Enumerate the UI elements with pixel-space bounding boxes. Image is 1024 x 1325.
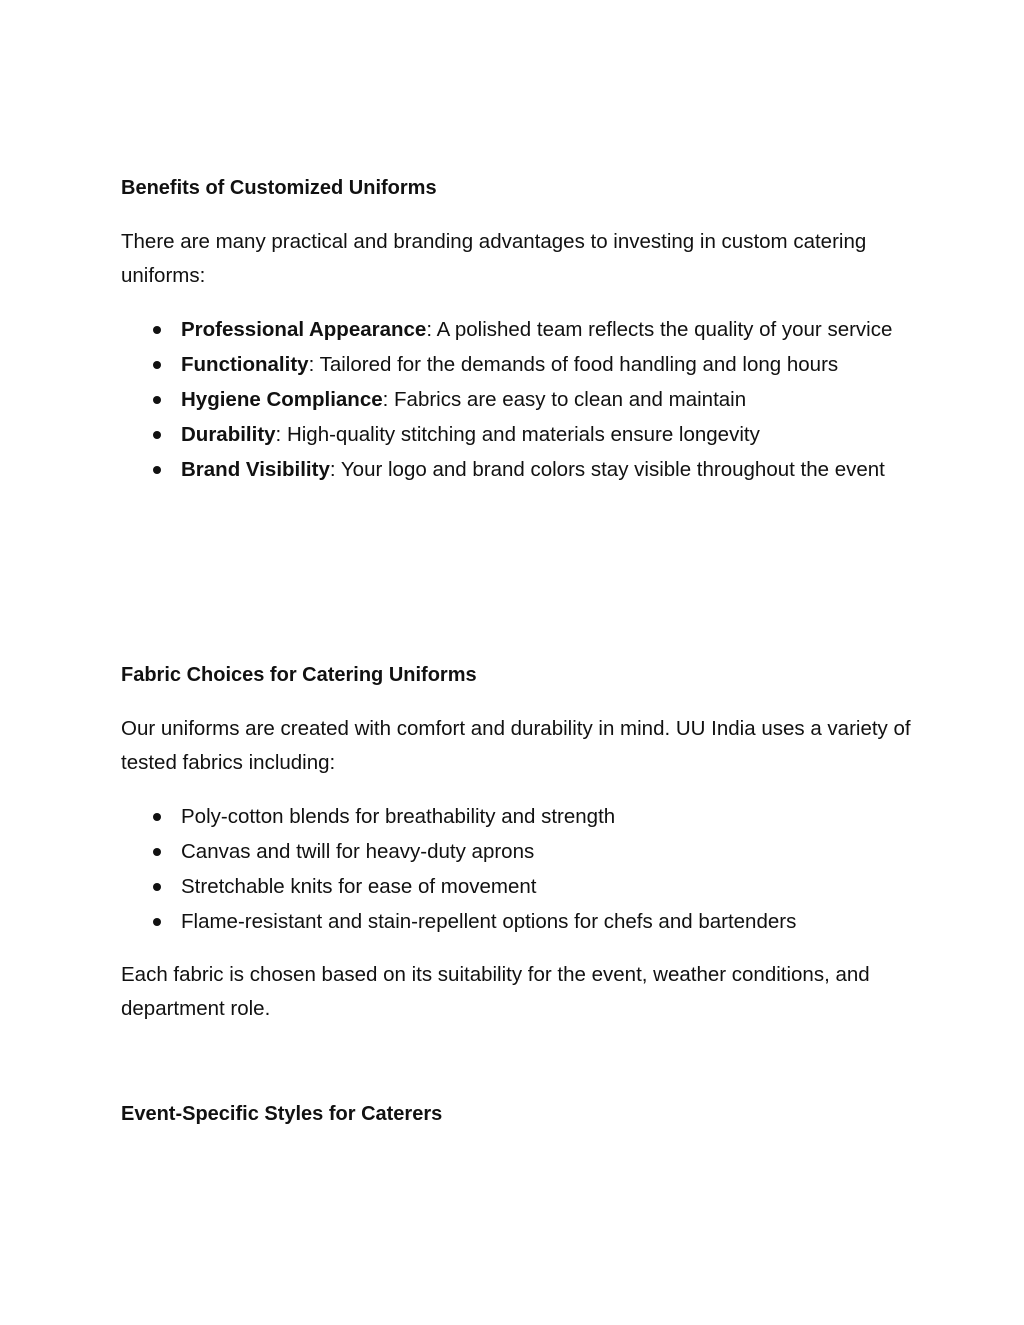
- benefit-term: Hygiene Compliance: [181, 388, 383, 411]
- list-item: [121, 905, 911, 939]
- list-item: [121, 313, 911, 347]
- fabric-outro-paragraph: Each fabric is chosen based on its suitability for the event, weather conditions, and department role.: [121, 963, 870, 1020]
- fabric-item-text: Poly-cotton blends for breathability and strength: [181, 805, 616, 828]
- benefits-list: [121, 313, 911, 488]
- bullet-icon: [153, 848, 161, 856]
- bullet-icon: [153, 918, 161, 926]
- benefit-description: : Tailored for the demands of food handling and long hours: [308, 353, 839, 376]
- fabric-item-text: Canvas and twill for heavy-duty aprons: [181, 840, 535, 863]
- bullet-icon: [153, 361, 161, 369]
- list-item: [121, 453, 911, 487]
- bullet-icon: [153, 431, 161, 439]
- bullet-icon: [153, 396, 161, 404]
- section-heading-fabric-choices: Fabric Choices for Catering Uniforms: [121, 664, 477, 686]
- benefits-intro-paragraph: There are many practical and branding advantages to investing in custom catering uniforms:: [121, 230, 867, 287]
- benefit-description: : High-quality stitching and materials ensure longevity: [275, 423, 760, 446]
- fabric-item-text: Stretchable knits for ease of movement: [181, 875, 537, 898]
- list-item: [121, 835, 911, 869]
- benefit-term: Brand Visibility: [181, 458, 330, 481]
- bullet-icon: [153, 326, 161, 334]
- fabric-intro-paragraph: Our uniforms are created with comfort and durability in mind. UU India uses a variety of tested fabrics including:: [121, 717, 911, 774]
- bullet-icon: [153, 813, 161, 821]
- list-item: [121, 800, 911, 834]
- benefit-term: Durability: [181, 423, 276, 446]
- list-item: [121, 383, 911, 417]
- section-heading-event-styles: Event-Specific Styles for Caterers: [121, 1103, 443, 1125]
- benefit-description: : Your logo and brand colors stay visible throughout the event: [329, 458, 885, 481]
- bullet-icon: [153, 466, 161, 474]
- benefit-description: : Fabrics are easy to clean and maintain: [382, 388, 747, 411]
- benefit-description: : A polished team reflects the quality of your service: [426, 318, 893, 341]
- list-item: [121, 870, 911, 904]
- fabric-list: [121, 800, 911, 940]
- list-item: [121, 418, 911, 452]
- benefit-term: Professional Appearance: [181, 318, 427, 341]
- list-item: [121, 348, 911, 382]
- bullet-icon: [153, 883, 161, 891]
- fabric-item-text: Flame-resistant and stain-repellent options for chefs and bartenders: [181, 910, 797, 933]
- benefit-term: Functionality: [181, 353, 309, 376]
- section-heading-benefits: Benefits of Customized Uniforms: [121, 177, 437, 199]
